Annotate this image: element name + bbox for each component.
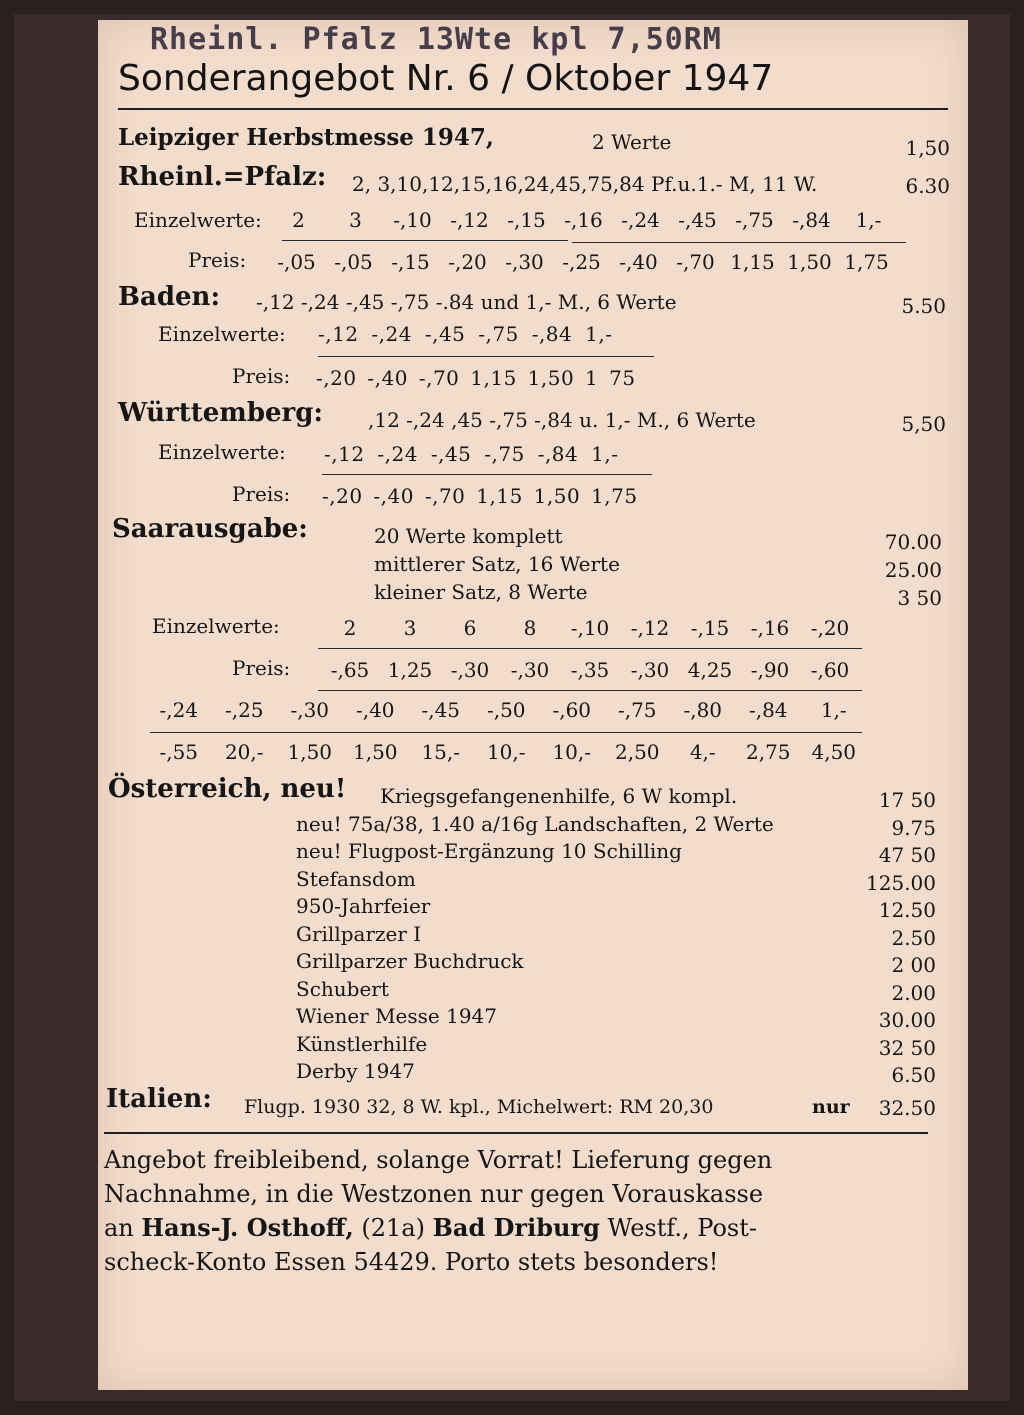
saar-preis: 10,- xyxy=(486,740,526,764)
rheinland-name: Rheinl.=Pfalz: xyxy=(118,162,327,192)
page-title: Sonderangebot Nr. 6 / Oktober 1947 xyxy=(118,58,774,99)
rheinland-einzelwert: -,75 xyxy=(735,208,774,232)
saar-einzelwert: -,45 xyxy=(421,698,461,722)
saar-preis: -,90 xyxy=(750,658,790,682)
rheinland-desc: 2, 3,10,12,15,16,24,45,75,84 Pf.u.1.- M, 11 W. xyxy=(352,172,818,196)
leipzig-name: Leipziger Herbstmesse 1947, xyxy=(118,124,494,151)
rheinland-einzelwert: -,84 xyxy=(792,208,831,232)
saar-preis: 10,- xyxy=(552,740,592,764)
rheinland-einzelwert: 1,- xyxy=(855,208,882,232)
rheinland-preis: -,25 xyxy=(562,250,601,274)
oesterreich-item-price: 125.00 xyxy=(866,870,936,895)
rheinland-preis: 1,50 xyxy=(787,250,832,274)
saar-preis: 20,- xyxy=(224,740,264,764)
saar-einzelwert: -,10 xyxy=(570,616,610,640)
rheinland-einzel-label: Einzelwerte: xyxy=(134,208,262,232)
saar-preis: -,30 xyxy=(510,658,550,682)
wuerttemberg-price: 5,50 xyxy=(901,412,946,436)
saar-einzelwert: -,60 xyxy=(552,698,592,722)
rheinland-einzelwert: -,45 xyxy=(678,208,717,232)
saar-preis: 1,50 xyxy=(352,740,398,764)
leipzig-desc: 2 Werte xyxy=(592,130,672,154)
oesterreich-name: Österreich, neu! xyxy=(108,774,347,804)
italien-nur: nur xyxy=(812,1096,850,1118)
footer-line-2: Nachnahme, in die Westzonen nur gegen Vorauskasse xyxy=(104,1180,764,1208)
saar-einzelwert: 8 xyxy=(523,616,537,640)
saar-einzelwert: -,80 xyxy=(683,698,723,722)
saar-preis: -,65 xyxy=(330,658,370,682)
baden-preis-label: Preis: xyxy=(232,364,291,388)
wuerttemberg-name: Württemberg: xyxy=(118,398,324,428)
oesterreich-item-label: Schubert xyxy=(296,976,389,1001)
saar-set-label: kleiner Satz, 8 Werte xyxy=(374,580,588,604)
rheinland-preis: -,20 xyxy=(448,250,487,274)
saar-einzelwert: -,12 xyxy=(630,616,670,640)
rheinland-einzelwert: 2 xyxy=(292,208,305,232)
baden-rule xyxy=(318,356,654,357)
oesterreich-item-label: Grillparzer Buchdruck xyxy=(296,949,524,973)
saar-einzelwert: -,75 xyxy=(617,698,657,722)
saar-set-price: 70.00 xyxy=(884,530,942,554)
baden-einzel: -,12 -,24 -,45 -,75 -,84 1,- xyxy=(318,322,613,346)
saar-rule-2 xyxy=(318,690,862,691)
stamp-overprint: Rheinl. Pfalz 13Wte kpl 7,50RM xyxy=(150,22,722,57)
saar-einzelwert: 6 xyxy=(463,616,477,640)
oesterreich-item-price: 30.00 xyxy=(878,1008,936,1032)
saar-einzelwert: -,40 xyxy=(355,698,395,722)
rheinland-preis-label: Preis: xyxy=(188,248,247,272)
oesterreich-item-label: Wiener Messe 1947 xyxy=(296,1004,498,1028)
rheinland-preis: -,70 xyxy=(676,250,715,274)
oesterreich-item-label: Stefansdom xyxy=(296,866,416,891)
footer-line-3 xyxy=(104,1212,757,1244)
rheinland-preis: 1,75 xyxy=(844,250,889,274)
baden-price: 5.50 xyxy=(901,294,946,318)
oesterreich-item-price: 6.50 xyxy=(891,1063,936,1087)
saar-preis: 1,25 xyxy=(387,658,433,682)
wuerttemberg-preise: -,20 -,40 -,70 1,15 1,50 1,75 xyxy=(322,484,638,508)
footer-an: an xyxy=(104,1214,134,1242)
saar-einzelwert: -,20 xyxy=(810,616,850,640)
saar-einzelwert: -,50 xyxy=(486,698,526,722)
oesterreich-item-label: Künstlerhilfe xyxy=(296,1031,428,1056)
saar-einzelwert: -,16 xyxy=(750,616,790,640)
saar-name: Saarausgabe: xyxy=(112,514,308,544)
saar-preis: -,60 xyxy=(810,658,850,682)
wuerttemberg-desc: ,12 -,24 ,45 -,75 -,84 u. 1,- M., 6 Werte xyxy=(368,408,756,432)
saar-einzelwert: -,15 xyxy=(690,616,730,640)
rheinland-einzelwert: 3 xyxy=(349,208,362,232)
saar-einzel-label: Einzelwerte: xyxy=(152,614,280,638)
oesterreich-item-price: 9.75 xyxy=(891,815,936,840)
baden-desc: -,12 -,24 -,45 -,75 -.84 und 1,- M., 6 Werte xyxy=(256,290,677,314)
title-rule xyxy=(118,108,948,110)
saar-preis: 1,50 xyxy=(287,740,333,764)
baden-einzel-label: Einzelwerte: xyxy=(158,322,286,346)
italien-desc: Flugp. 1930 32, 8 W. kpl., Michelwert: RM 20,30 xyxy=(244,1096,714,1118)
saar-preis: -,30 xyxy=(630,658,670,682)
rheinland-einzelwert: -,24 xyxy=(621,208,660,232)
footer-line-4: scheck-Konto Essen 54429. Porto stets besonders! xyxy=(104,1248,719,1276)
saar-einzelwert: 3 xyxy=(403,616,417,640)
rheinland-einzelwert: -,10 xyxy=(393,208,432,232)
baden-name: Baden: xyxy=(118,282,221,312)
wuerttemberg-einzel: -,12 -,24 -,45 -,75 -,84 1,- xyxy=(324,442,619,466)
saar-set-label: mittlerer Satz, 16 Werte xyxy=(374,552,620,576)
saar-preis-label: Preis: xyxy=(232,656,291,680)
saar-preis: 4,50 xyxy=(811,740,857,764)
saar-set-price: 25.00 xyxy=(884,558,942,582)
rheinland-rule-a xyxy=(282,240,568,241)
oesterreich-item-label: Grillparzer I xyxy=(296,921,422,946)
saar-preis: 2,75 xyxy=(745,740,791,764)
saar-preis: 2,50 xyxy=(614,740,660,764)
saar-einzelwert: 1,- xyxy=(820,698,847,722)
footer-line-1: Angebot freibleibend, solange Vorrat! Lieferung gegen xyxy=(104,1146,773,1174)
saar-einzelwert: -,24 xyxy=(159,698,199,722)
saar-einzelwert: -,84 xyxy=(748,698,788,722)
oesterreich-item-label: Derby 1947 xyxy=(296,1059,415,1083)
italien-name: Italien: xyxy=(106,1084,212,1114)
footer-region: Westf., Post- xyxy=(607,1214,757,1242)
saar-set-label: 20 Werte komplett xyxy=(374,524,563,548)
oesterreich-item-price: 2.50 xyxy=(891,925,936,950)
saar-preis: 15,- xyxy=(421,740,461,764)
rheinland-preis: -,05 xyxy=(277,250,316,274)
rheinland-einzelwert: -,16 xyxy=(564,208,603,232)
saar-preis: -,30 xyxy=(450,658,490,682)
rheinland-preis: 1,15 xyxy=(730,250,775,274)
oesterreich-item-label: neu! 75a/38, 1.40 a/16g Landschaften, 2 Werte xyxy=(296,811,774,836)
rheinland-rule-b xyxy=(572,242,906,243)
footer-rule xyxy=(104,1132,928,1134)
italien-price: 32.50 xyxy=(878,1096,936,1120)
rheinland-preis: -,05 xyxy=(334,250,373,274)
footer-city: Bad Driburg xyxy=(432,1213,600,1242)
wuerttemberg-rule xyxy=(322,474,652,475)
footer-postcode: (21a) xyxy=(361,1214,425,1242)
saar-preis: -,35 xyxy=(570,658,610,682)
oesterreich-item-price: 47 50 xyxy=(878,843,936,867)
rheinland-preis: -,40 xyxy=(619,250,658,274)
rheinland-einzelwert: -,12 xyxy=(450,208,489,232)
oesterreich-item-price: 32 50 xyxy=(878,1035,936,1060)
oesterreich-item-price: 2.00 xyxy=(891,980,936,1005)
baden-preise: -,20 -,40 -,70 1,15 1,50 1 75 xyxy=(316,366,636,390)
oesterreich-item-label: 950-Jahrfeier xyxy=(296,894,431,918)
saar-set-price: 3 50 xyxy=(897,586,942,610)
wuerttemberg-preis-label: Preis: xyxy=(232,482,291,506)
rheinland-preis: -,30 xyxy=(505,250,544,274)
oesterreich-item-price: 17 50 xyxy=(878,788,936,812)
saar-preis: 4,- xyxy=(689,740,716,764)
saar-preis: -,55 xyxy=(159,740,199,764)
oesterreich-item-price: 12.50 xyxy=(878,898,936,922)
oesterreich-item-price: 2 00 xyxy=(891,953,936,977)
rheinland-einzelwert: -,15 xyxy=(507,208,546,232)
rheinland-price: 6.30 xyxy=(905,174,950,198)
saar-rule-1 xyxy=(318,648,862,649)
saar-preis: 4,25 xyxy=(687,658,733,682)
saar-einzelwert: 2 xyxy=(343,616,357,640)
saar-rule-3 xyxy=(150,732,862,733)
saar-einzelwert: -,30 xyxy=(290,698,330,722)
leipzig-price: 1,50 xyxy=(905,136,950,160)
saar-einzelwert: -,25 xyxy=(224,698,264,722)
oesterreich-item-label: neu! Flugpost-Ergänzung 10 Schilling xyxy=(296,839,682,863)
footer-dealer-name: Hans-J. Osthoff, xyxy=(141,1213,354,1242)
wuerttemberg-einzel-label: Einzelwerte: xyxy=(158,440,286,464)
rheinland-preis: -,15 xyxy=(391,250,430,274)
oesterreich-item-label: Kriegsgefangenenhilfe, 6 W kompl. xyxy=(380,784,738,808)
